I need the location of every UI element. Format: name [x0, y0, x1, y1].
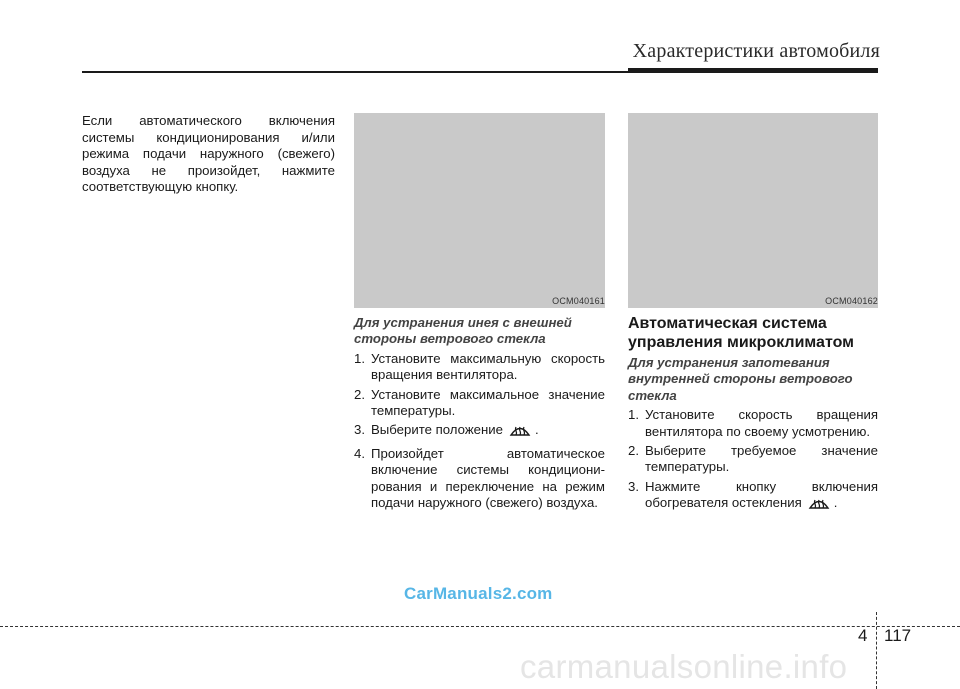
step-number: 1.: [628, 407, 639, 423]
steps-list: [628, 407, 878, 515]
page-header-title: Характеристики автомобиля: [632, 40, 880, 62]
step-text: Нажмите кнопку включения обогревателя остекления: [645, 478, 878, 511]
footer-watermark: carmanualsonline.info: [520, 648, 848, 685]
section-subheading: Для устранения инея с внешней стороны ветрового стекла: [354, 315, 572, 347]
step-text: Установите скорость вращения вентилятора по своему усмотрению.: [645, 407, 878, 439]
list-item: [354, 446, 605, 512]
list-item: [354, 351, 605, 384]
figure-code: OCM040162: [825, 296, 878, 306]
step-text: Произойдет автоматическое включение системы кондициони-рования и переключение на режим подачи наружного (свежего) воздуха.: [371, 445, 605, 511]
section-title: Автоматическая система управления микроклиматом: [628, 315, 854, 351]
header-rule: [82, 71, 628, 73]
list-item: [628, 479, 878, 516]
header-rule-accent: [628, 68, 878, 73]
step-number: 3.: [628, 478, 639, 494]
step-number: 2.: [354, 386, 365, 402]
step-text-end: .: [534, 422, 539, 438]
section-subheading: Для устранения запотевания внутренней стороны ветрового стекла: [628, 355, 853, 403]
step-text: Установите максимальную скорость вращения вентилятора.: [371, 350, 605, 383]
steps-list: [354, 351, 605, 512]
list-item: [354, 422, 605, 442]
footer-dashed-rule: [0, 626, 960, 627]
site-watermark-link[interactable]: CarManuals2.com: [404, 584, 553, 603]
step-number: 4.: [354, 445, 365, 461]
front-defrost-icon: [509, 422, 531, 442]
page-number: 117: [884, 626, 912, 645]
step-number: 3.: [354, 422, 365, 438]
front-defrost-icon: [808, 495, 830, 515]
figure-interior-defog: [628, 113, 878, 308]
footer-dashed-divider: [876, 612, 877, 689]
figure-code: OCM040161: [552, 296, 605, 306]
list-item: [628, 443, 878, 476]
auto-climate-section: [628, 315, 878, 519]
figure-exterior-defrost: [354, 113, 605, 308]
step-number: 1.: [354, 350, 365, 366]
exterior-defrost-section: [354, 315, 605, 514]
step-text-end: .: [833, 495, 838, 511]
list-item: [628, 407, 878, 440]
step-text: Установите максимальное значение температуры.: [371, 386, 605, 419]
list-item: [354, 387, 605, 420]
step-number: 2.: [628, 443, 639, 459]
step-text: Выберите положение: [371, 422, 503, 438]
section-number: 4: [858, 626, 868, 645]
step-text: Выберите требуемое значение температуры.: [645, 443, 878, 475]
intro-paragraph: Если автоматического включения системы кондиционирования и/или режима подачи наружного (свежего) воздуха не произойдет, нажмите соответствующую кнопку.: [82, 113, 335, 195]
